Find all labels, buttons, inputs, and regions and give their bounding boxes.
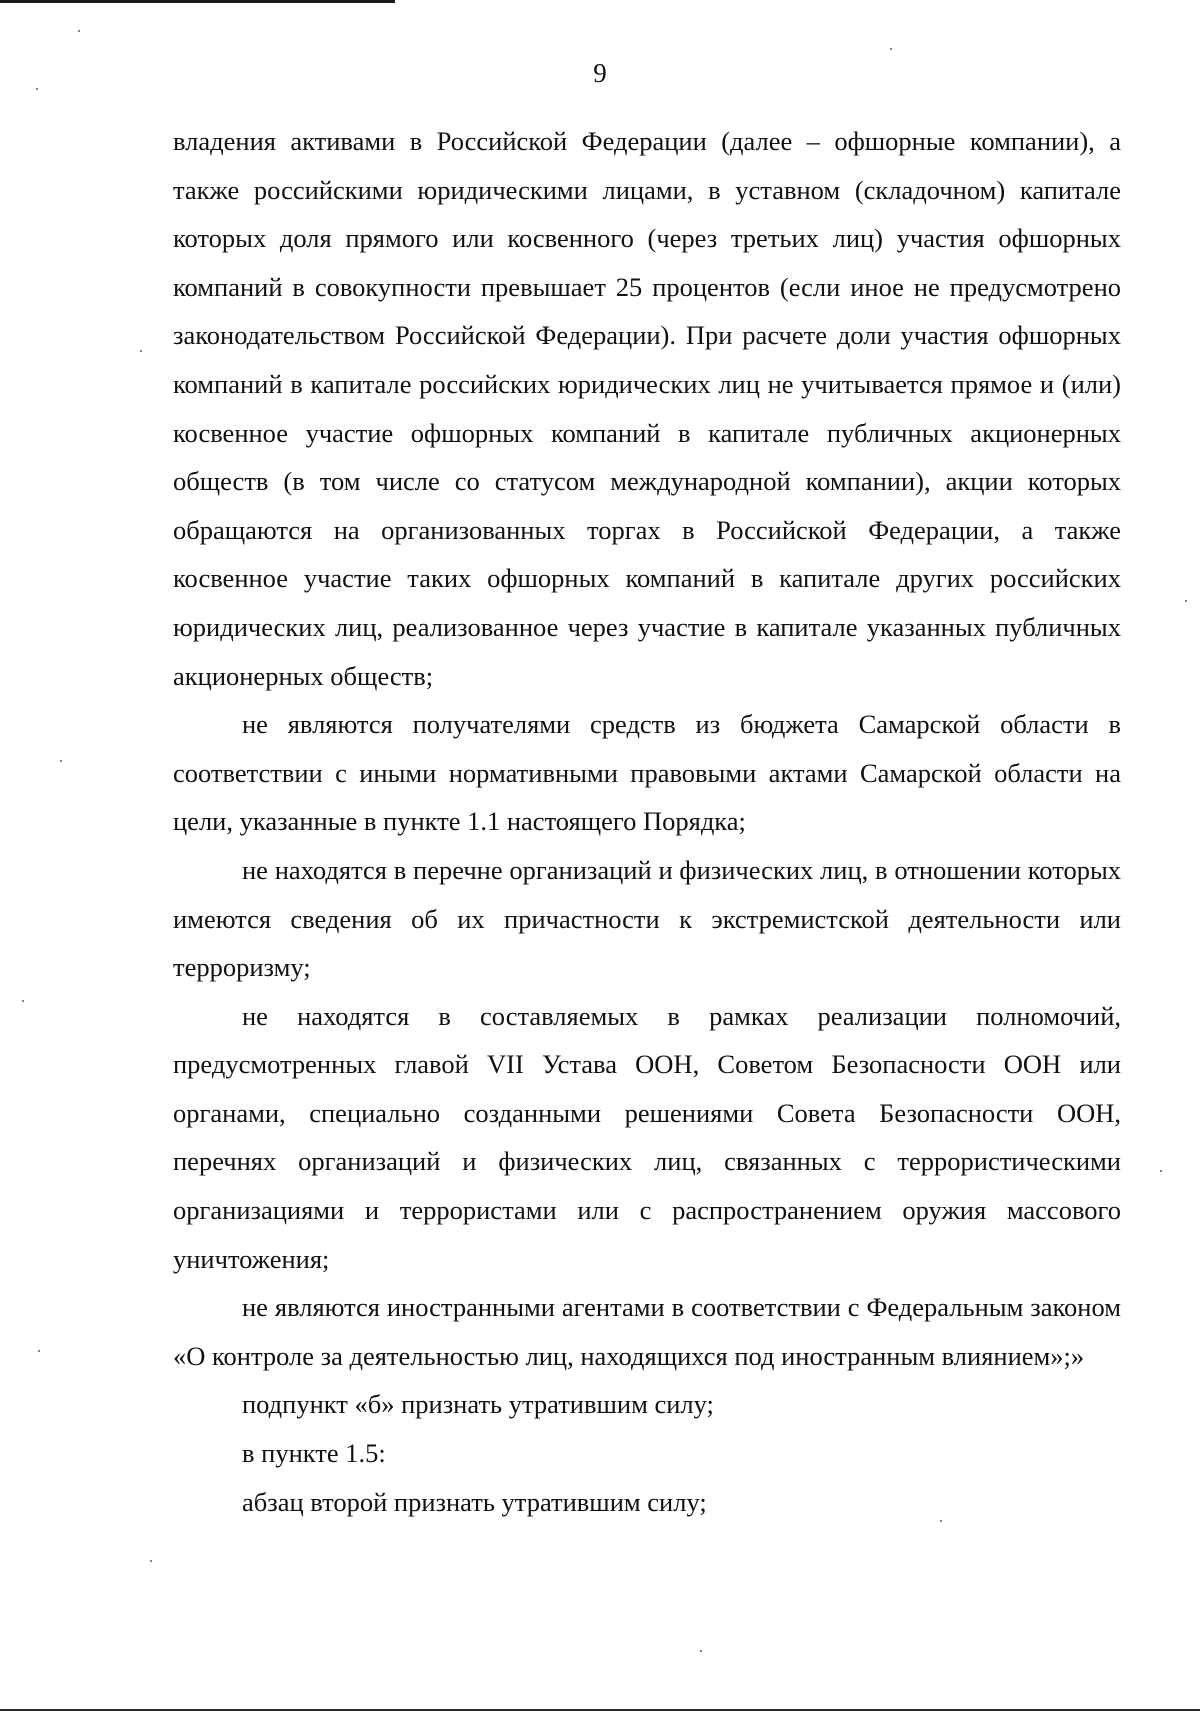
scan-speck	[150, 1560, 152, 1562]
paragraph-foreign-agents: не являются иностранными агентами в соответствии с Федеральным законом «О контроле за деятельностью лиц, находящихся под иностранным влиянием»;»	[173, 1292, 1121, 1371]
scan-edge-top	[0, 0, 395, 3]
scan-speck	[38, 1350, 40, 1352]
paragraph-extremism-list: не находятся в перечне организаций и физических лиц, в отношении которых имеются сведения об их причастности к экстремистской деятельности или терроризму;	[173, 854, 1121, 983]
paragraph-budget-recipients: не являются получателями средств из бюджета Самарской области в соответствии с иными нормативными правовыми актами Самарской области на цели, указанные в пункте 1.1 настоящего Порядка;	[173, 709, 1121, 837]
scan-speck	[78, 30, 80, 32]
scan-speck	[36, 88, 38, 90]
document-body	[173, 117, 1121, 1526]
scan-speck	[940, 1520, 942, 1522]
scan-speck	[1160, 1170, 1162, 1172]
scan-speck	[140, 350, 142, 352]
paragraph-second-abzac: абзац второй признать утратившим силу;	[242, 1486, 707, 1517]
scan-speck	[22, 1000, 24, 1002]
paragraph-un-sanctions-list: не находятся в составляемых в рамках реализации полномочий, предусмотренных главой VII Устава ООН, Советом Безопасности ООН или органами, специально созданными решениями Совета Безопасности ООН, перечнях организаций и физических лиц, связанных с террористическими организациями и террористами или с распространением оружия массового уничтожения;	[173, 1000, 1121, 1274]
paragraph-offshore-continuation: владения активами в Российской Федерации (далее – офшорные компании), а также российскими юридическими лицами, в уставном (складочном) капитале которых доля прямого или косвенного (через третьих лиц) участия офшорных компаний в совокупности превышает 25 процентов (если иное не предусмотрено законодательством Российской Федерации). При расчете доли участия офшорных компаний в капитале российских юридических лиц не учитывается прямое и (или) косвенное участие офшорных компаний в капитале публичных акционерных обществ (в том числе со статусом международной компании), акции которых обращаются на организованных торгах в Российской Федерации, а также косвенное участие таких офшорных компаний в капитале других российских юридических лиц, реализованное через участие в капитале указанных публичных акционерных обществ;	[173, 126, 1121, 691]
paragraph-item-1-5: в пункте 1.5:	[242, 1438, 386, 1469]
paragraph-subitem-b: подпункт «б» признать утратившим силу;	[242, 1389, 714, 1420]
scan-speck	[1185, 600, 1187, 602]
scan-speck	[60, 760, 62, 762]
page-number: 9	[593, 58, 607, 88]
scan-speck	[700, 1650, 702, 1652]
scan-speck	[890, 48, 892, 50]
